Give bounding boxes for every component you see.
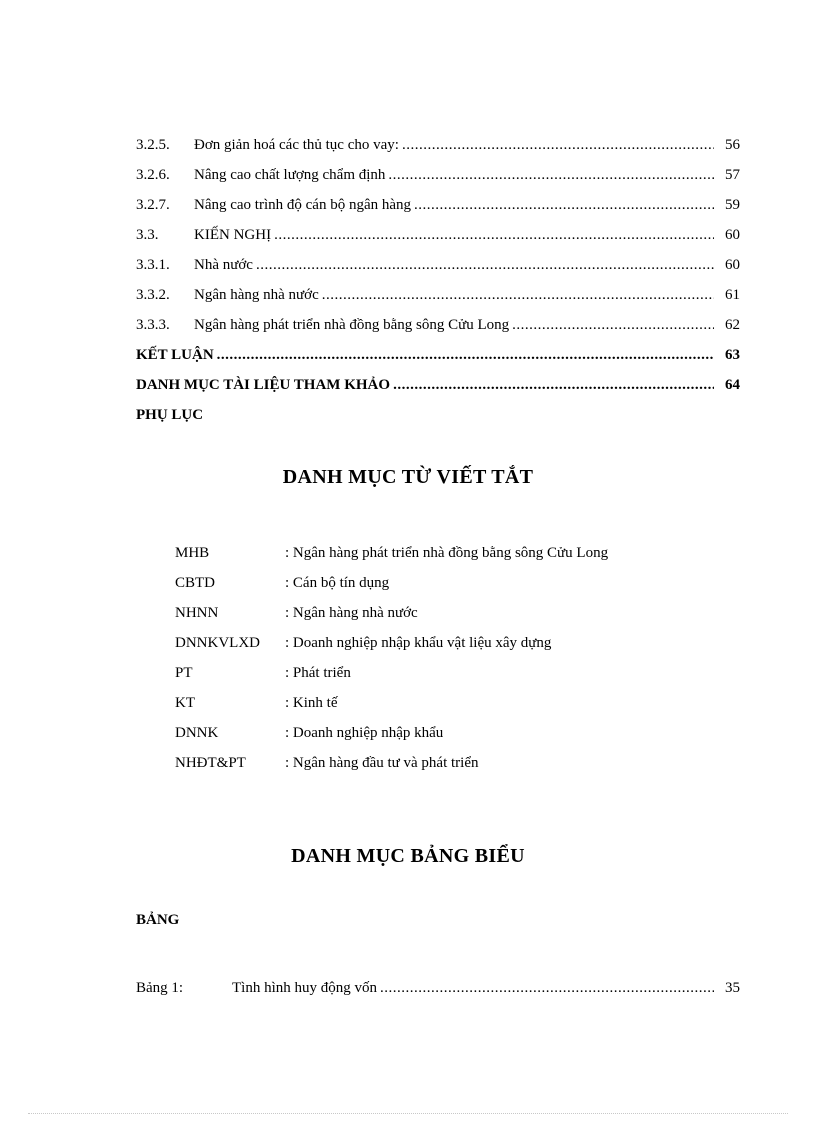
table-leader [380, 973, 714, 1003]
abbr-description: : Ngân hàng nhà nước [285, 605, 418, 621]
toc-entry-appendix [136, 400, 740, 430]
table-title: Tình hình huy động vốn [232, 980, 377, 996]
toc-title: Ngân hàng phát triển nhà đồng bằng sông Cửu Long [194, 317, 510, 333]
list-item [136, 973, 740, 1003]
toc-leader [217, 340, 714, 370]
toc-title: KIẾN NGHỊ [194, 227, 272, 243]
toc-title: PHỤ LỤC [136, 407, 204, 423]
list-item [175, 628, 715, 658]
abbr-code: DNNKVLXD [175, 635, 260, 651]
toc-title: Đơn giản hoá các thủ tục cho vay: [194, 137, 399, 153]
toc-title: DANH MỤC TÀI LIỆU THAM KHẢO [136, 377, 391, 393]
abbr-code: DNNK [175, 725, 219, 741]
toc-entry-references [136, 370, 740, 400]
toc-leader [414, 190, 714, 220]
toc-number: 3.2.7. [136, 197, 170, 213]
toc-entry [136, 220, 740, 250]
abbreviations-list [175, 538, 715, 778]
toc-entry-conclusion [136, 340, 740, 370]
toc-page: 59 [725, 197, 740, 213]
toc-leader [256, 250, 714, 280]
abbr-description: : Kinh tế [285, 695, 338, 711]
toc-leader [393, 370, 714, 400]
toc-entry [136, 310, 740, 340]
toc-entry [136, 130, 740, 160]
list-item [175, 568, 715, 598]
toc-number: 3.2.5. [136, 137, 170, 153]
abbr-code: NHNN [175, 605, 219, 621]
toc-entry [136, 160, 740, 190]
abbr-code: NHĐT&PT [175, 755, 246, 771]
toc-page: 60 [725, 227, 740, 243]
abbr-description: : Phát triển [285, 665, 351, 681]
toc-leader [322, 280, 714, 310]
page-edge-divider [28, 1113, 788, 1114]
toc-leader [274, 220, 714, 250]
toc-title: Nhà nước [194, 257, 253, 273]
toc-page: 61 [725, 287, 740, 303]
table-label: Bảng 1: [136, 980, 184, 996]
list-item [175, 718, 715, 748]
list-item [175, 688, 715, 718]
list-item [175, 748, 715, 778]
tables-heading: DANH MỤC BẢNG BIỂU [291, 845, 525, 867]
tables-subheading: BẢNG [136, 912, 180, 928]
toc-leader [402, 130, 714, 160]
toc-leader [512, 310, 714, 340]
toc-entry [136, 250, 740, 280]
abbr-description: : Doanh nghiệp nhập khẩu vật liệu xây dựng [285, 635, 552, 651]
toc-page: 57 [725, 167, 740, 183]
abbr-description: : Cán bộ tín dụng [285, 575, 390, 591]
abbr-code: MHB [175, 545, 210, 561]
toc-page: 64 [725, 377, 740, 393]
table-of-contents [136, 130, 740, 430]
list-item [175, 538, 715, 568]
toc-page: 56 [725, 137, 740, 153]
toc-entry [136, 280, 740, 310]
toc-title: KẾT LUẬN [136, 347, 214, 363]
toc-entry [136, 190, 740, 220]
list-item [175, 658, 715, 688]
table-page: 35 [725, 980, 740, 996]
toc-leader [388, 160, 714, 190]
toc-page: 63 [725, 347, 740, 363]
abbr-description: : Ngân hàng phát triển nhà đồng bằng sông Cửu Long [285, 545, 609, 561]
abbr-code: CBTD [175, 575, 216, 591]
list-item [175, 598, 715, 628]
abbr-description: : Ngân hàng đầu tư và phát triển [285, 755, 479, 771]
abbr-description: : Doanh nghiệp nhập khẩu [285, 725, 444, 741]
abbr-code: PT [175, 665, 193, 681]
toc-number: 3.2.6. [136, 167, 170, 183]
toc-number: 3.3. [136, 227, 159, 243]
abbr-code: KT [175, 695, 195, 711]
toc-number: 3.3.2. [136, 287, 170, 303]
toc-title: Nâng cao chất lượng chẩm định [194, 167, 386, 183]
toc-page: 60 [725, 257, 740, 273]
toc-title: Nâng cao trình độ cán bộ ngân hàng [194, 197, 412, 213]
abbreviations-heading: DANH MỤC TỪ VIẾT TẮT [282, 466, 534, 488]
toc-number: 3.3.3. [136, 317, 170, 333]
tables-list [136, 973, 740, 1003]
toc-title: Ngân hàng nhà nước [194, 287, 319, 303]
toc-number: 3.3.1. [136, 257, 170, 273]
toc-page: 62 [725, 317, 740, 333]
